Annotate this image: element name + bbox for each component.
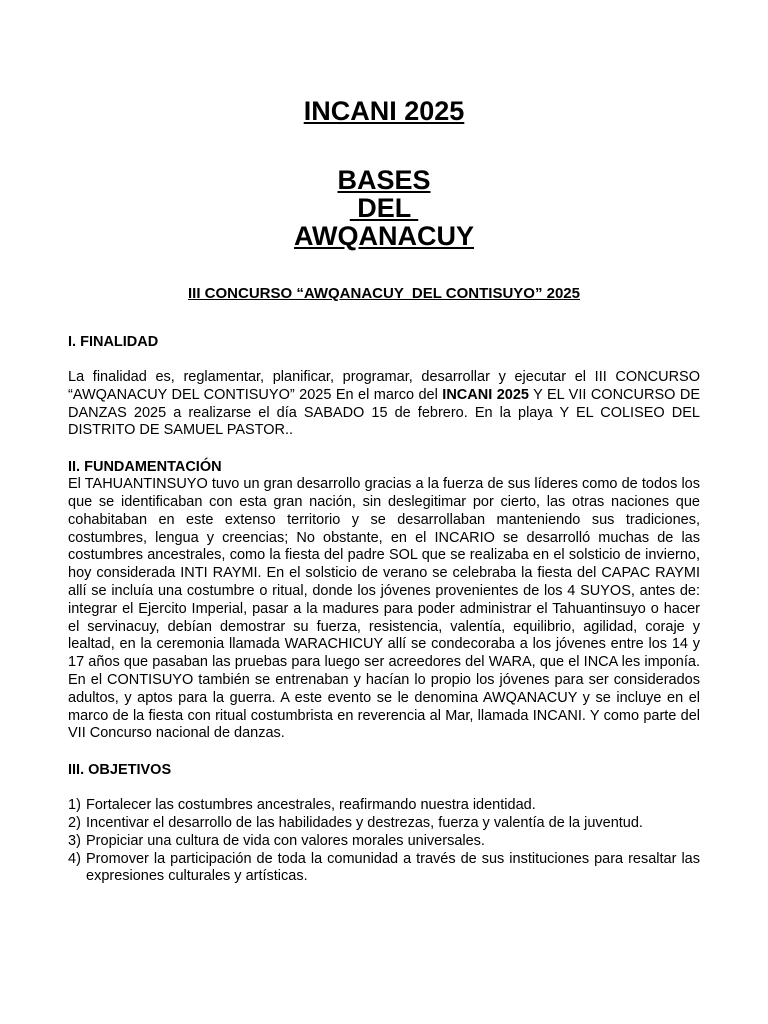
list-item [68,815,700,833]
section-heading-objetivos: III. OBJETIVOS [68,762,172,779]
finalidad-text-after: Y EL VII CONCURSO DE DANZAS 2025 a realizarse el día SABADO 15 de febrero. En la playa Y EL COLISEO DEL DISTRITO DE SAMUEL PASTOR.. [68,386,700,439]
objectives-list [68,797,700,886]
finalidad-text-before: La finalidad es, reglamentar, planificar, programar, desarrollar y ejecutar el III CONCURSO “AWQANACUY DEL CONTISUYO” 2025 En el marco del [68,369,700,403]
list-item-text: Propiciar una cultura de vida con valores morales universales. [86,832,485,849]
heading-line-3: AWQANACUY [294,221,474,251]
document-title: INCANI 2025 [303,96,465,126]
list-item [68,851,700,887]
list-item-number: 1) [68,797,81,814]
list-item-text: Incentivar el desarrollo de las habilidades y destrezas, fuerza y valentía de la juventud. [86,814,643,831]
list-item-text: Fortalecer las costumbres ancestrales, reafirmando nuestra identidad. [86,797,536,814]
list-item [68,833,700,851]
heading-line-1: BASES [337,165,431,195]
section-heading-finalidad: I. FINALIDAD [68,334,159,350]
list-item-text: Promover la participación de toda la comunidad a través de sus instituciones para resaltar las expresiones culturales y artísticas. [86,850,700,885]
document-heading [68,166,700,250]
paragraph-fundamentacion: El TAHUANTINSUYO tuvo un gran desarrollo gracias a la fuerza de sus líderes como de todos los que se identificaban con esta gran nación, sin deslegitimar por cierto, las otras naciones que cohabitaban en este extenso territorio y se desarrollaban manteniendo sus tradiciones, costumbres, lengua y creencias; No obstante, en el INCARIO se desarrolló muchas de las costumbres ancestrales, como la fiesta del padre SOL que se realizaba en el solsticio de invierno, hoy considerada INTI RAYMI. En el solsticio de verano se celebraba la fiesta del CAPAC RAYMI allí se incluía una costumbre o ritual, donde los jóvenes provenientes de los 4 SUYOS, antes de: integrar el Ejercito Imperial, pasar a la madures para poder administrar el Tahuantinsuyo o hacer el servinacuy, debían demostrar su fuerza, resistencia, valentía, equilibrio, agilidad, coraje y lealtad, en la ceremonia llamada WARACHICUY allí se condecoraba a los jóvenes entre los 14 y 17 años que pasaban las pruebas para luego ser acreedores del WARA, que el INCA les imponía. En el CONTISUYO también se entrenaban y hacían lo propio los jóvenes para ser considerados adultos, y aptos para la guerra. A este evento se le denomina AWQANACUY y se incluye en el marco de la fiesta con ritual costumbrista en reverencia al Mar, llamada INCANI. Y como parte del VII Concurso nacional de danzas. [68,476,700,742]
list-item-number: 3) [68,832,81,849]
heading-line-2: DEL [349,193,419,223]
list-item-number: 2) [68,814,81,831]
list-item-number: 4) [68,850,81,867]
section-heading-fundamentacion: II. FUNDAMENTACIÓN [68,459,222,476]
list-item [68,797,700,815]
objectives-list-wrapper [68,797,700,886]
finalidad-bold-text: INCANI 2025 [442,386,529,403]
paragraph-finalidad [68,369,700,440]
document-subtitle: III CONCURSO “AWQANACUY DEL CONTISUYO” 2025 [187,285,580,302]
